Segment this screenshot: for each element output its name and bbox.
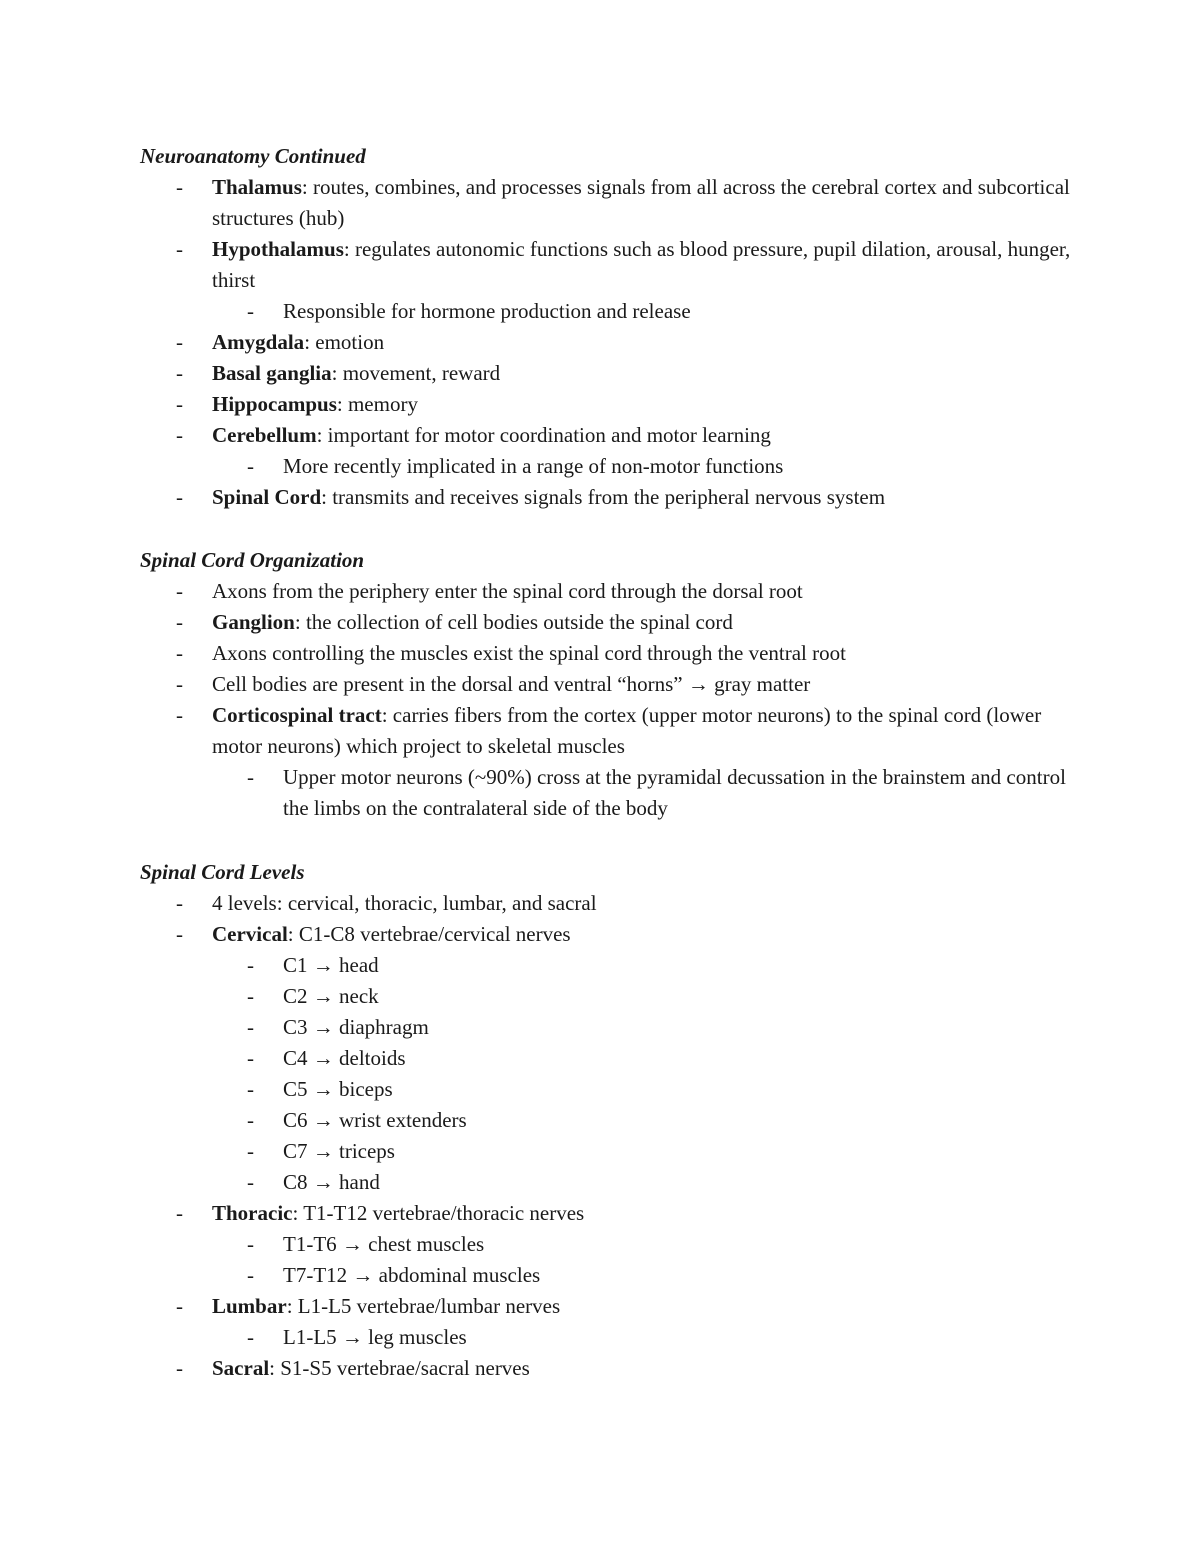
sub-list-item [140, 1167, 1080, 1198]
list-item [140, 919, 1080, 950]
item-text: Axons controlling the muscles exist the spinal cord through the ventral root [212, 641, 846, 665]
sub-list-item [140, 1322, 1080, 1353]
term-label: Thalamus [212, 175, 302, 199]
sub-list-item [140, 1136, 1080, 1167]
item-text: : carries fibers from the cortex (upper motor neurons) to the spinal cord (lower motor neurons) which project to skeletal muscles [212, 703, 1042, 758]
term-label: Hypothalamus [212, 237, 344, 261]
item-text: C3 → diaphragm [283, 1015, 429, 1039]
item-text: 4 levels: cervical, thoracic, lumbar, and sacral [212, 891, 597, 915]
item-text: : S1-S5 vertebrae/sacral nerves [269, 1356, 530, 1380]
list-item [140, 389, 1080, 420]
term-label: Hippocampus [212, 392, 337, 416]
item-text: C8 → hand [283, 1170, 380, 1194]
list-item [140, 607, 1080, 638]
item-text: : transmits and receives signals from the peripheral nervous system [321, 485, 886, 509]
item-text: Cell bodies are present in the dorsal and ventral “horns” → gray matter [212, 672, 811, 696]
list-item [140, 669, 1080, 700]
term-label: Thoracic [212, 1201, 293, 1225]
item-text: : emotion [304, 330, 385, 354]
bullet-list [140, 172, 1080, 513]
item-text: C5 → biceps [283, 1077, 393, 1101]
sub-list-item [140, 981, 1080, 1012]
list-item [140, 888, 1080, 919]
item-text: Axons from the periphery enter the spinal cord through the dorsal root [212, 579, 803, 603]
item-text: L1-L5 → leg muscles [283, 1325, 467, 1349]
term-label: Corticospinal tract [212, 703, 382, 727]
sub-list-item [140, 950, 1080, 981]
term-label: Lumbar [212, 1294, 287, 1318]
section-spinal-cord-organization [140, 545, 1080, 824]
list-item [140, 700, 1080, 762]
item-text: C7 → triceps [283, 1139, 395, 1163]
item-text: More recently implicated in a range of non-motor functions [283, 454, 784, 478]
item-text: T7-T12 → abdominal muscles [283, 1263, 541, 1287]
item-text: : memory [336, 392, 418, 416]
item-text: : movement, reward [331, 361, 501, 385]
sub-list-item [140, 1229, 1080, 1260]
item-text: C2 → neck [283, 984, 379, 1008]
list-item [140, 1353, 1080, 1384]
item-text: C4 → deltoids [283, 1046, 406, 1070]
item-text: : L1-L5 vertebrae/lumbar nerves [286, 1294, 561, 1318]
item-text: Responsible for hormone production and release [283, 299, 691, 323]
item-text: C6 → wrist extenders [283, 1108, 467, 1132]
list-item [140, 420, 1080, 451]
item-text: : routes, combines, and processes signals from all across the cerebral cortex and subcortical structures (hub) [212, 175, 1070, 230]
sub-list-item [140, 1012, 1080, 1043]
term-label: Spinal Cord [212, 485, 322, 509]
bullet-list [140, 888, 1080, 1384]
term-label: Cervical [212, 922, 288, 946]
list-item [140, 1291, 1080, 1322]
sub-list-item [140, 762, 1080, 824]
item-text: T1-T6 → chest muscles [283, 1232, 485, 1256]
section-title: Spinal Cord Organization [140, 548, 365, 572]
term-label: Amygdala [212, 330, 305, 354]
section-spinal-cord-levels [140, 857, 1080, 1384]
section-title: Neuroanatomy Continued [140, 144, 366, 168]
sub-list-item [140, 1260, 1080, 1291]
list-item [140, 576, 1080, 607]
sub-list-item [140, 1074, 1080, 1105]
item-text: Upper motor neurons (~90%) cross at the pyramidal decussation in the brainstem and control the limbs on the contralateral side of the body [283, 765, 1066, 820]
term-label: Basal ganglia [212, 361, 332, 385]
bullet-list [140, 576, 1080, 824]
list-item [140, 482, 1080, 513]
list-item [140, 1198, 1080, 1229]
sub-list-item [140, 296, 1080, 327]
item-text: : the collection of cell bodies outside the spinal cord [294, 610, 733, 634]
sub-list-item [140, 451, 1080, 482]
list-item [140, 234, 1080, 296]
item-text: C1 → head [283, 953, 379, 977]
list-item [140, 172, 1080, 234]
section-title: Spinal Cord Levels [140, 860, 305, 884]
item-text: : important for motor coordination and motor learning [316, 423, 771, 447]
list-item [140, 638, 1080, 669]
term-label: Ganglion [212, 610, 295, 634]
item-text: : regulates autonomic functions such as blood pressure, pupil dilation, arousal, hunger, thirst [212, 237, 1071, 292]
list-item [140, 358, 1080, 389]
sub-list-item [140, 1105, 1080, 1136]
term-label: Sacral [212, 1356, 270, 1380]
sub-list-item [140, 1043, 1080, 1074]
item-text: : C1-C8 vertebrae/cervical nerves [287, 922, 571, 946]
section-neuroanatomy-continued [140, 141, 1080, 513]
list-item [140, 327, 1080, 358]
term-label: Cerebellum [212, 423, 317, 447]
item-text: : T1-T12 vertebrae/thoracic nerves [292, 1201, 585, 1225]
